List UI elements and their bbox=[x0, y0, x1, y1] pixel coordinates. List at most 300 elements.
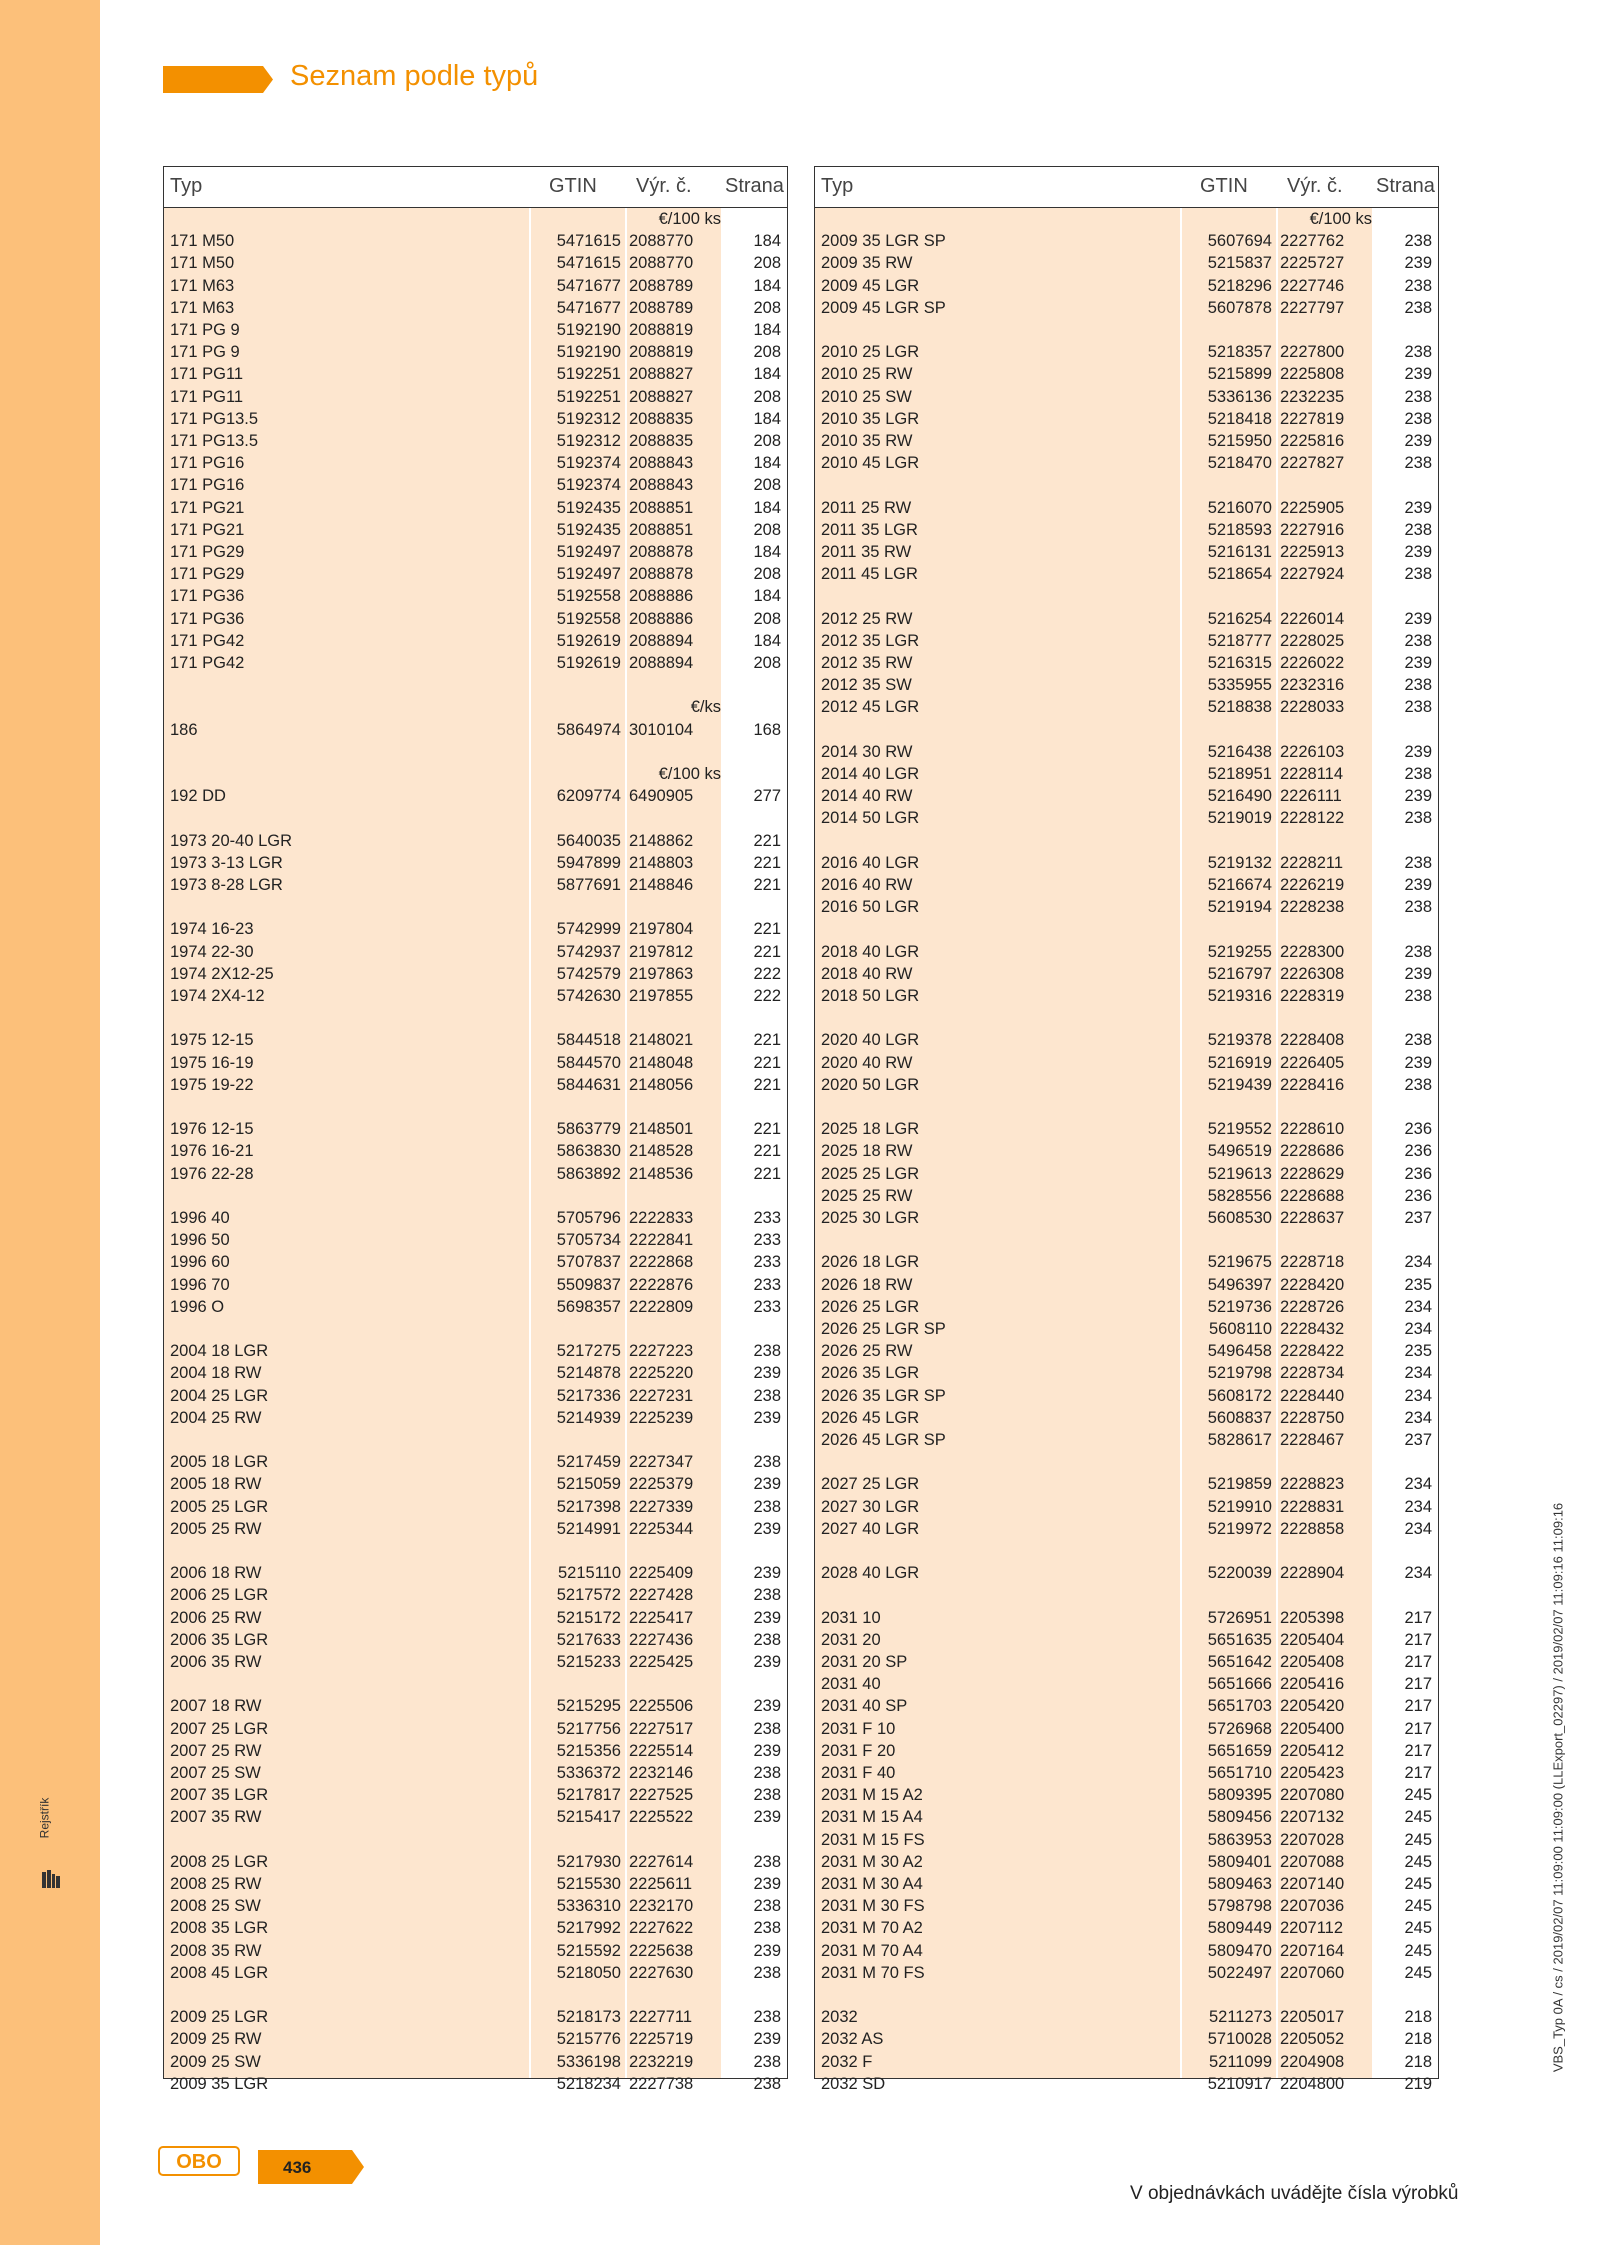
table-row bbox=[815, 452, 1438, 474]
table-row bbox=[164, 297, 787, 319]
cell-gtin: 5215110 bbox=[557, 1564, 621, 1583]
cell-strana: 238 bbox=[1404, 1075, 1432, 1094]
cell-vyr: 2148862 bbox=[629, 831, 694, 850]
cell-typ: 1996 70 bbox=[170, 1275, 230, 1294]
cell-vyr: 2228238 bbox=[1280, 898, 1345, 917]
cell-strana: 234 bbox=[1404, 1364, 1432, 1383]
table-row bbox=[164, 1274, 787, 1296]
cell-strana: 236 bbox=[1404, 1142, 1432, 1161]
cell-typ: 2009 25 RW bbox=[170, 2030, 262, 2049]
table-row bbox=[164, 918, 787, 940]
cell-vyr: 2225239 bbox=[629, 1408, 694, 1427]
cell-strana: 238 bbox=[1404, 298, 1432, 317]
cell-gtin: 5742937 bbox=[556, 942, 621, 961]
cell-gtin: 5828617 bbox=[1207, 1431, 1272, 1449]
cell-gtin: 5218654 bbox=[1207, 565, 1272, 584]
cell-vyr: 2088851 bbox=[629, 520, 694, 539]
cell-typ: 171 PG16 bbox=[170, 454, 245, 473]
cell-gtin: 5216919 bbox=[1207, 1053, 1272, 1072]
cell-typ: 2026 18 RW bbox=[821, 1275, 913, 1294]
cell-typ: 2031 M 15 A4 bbox=[821, 1808, 923, 1827]
cell-vyr: 2228420 bbox=[1280, 1275, 1345, 1294]
cell-typ: 2026 25 LGR bbox=[821, 1297, 920, 1316]
cell-typ: 1996 40 bbox=[170, 1209, 230, 1227]
cell-strana: 238 bbox=[753, 1630, 781, 1649]
table-row bbox=[815, 1695, 1438, 1717]
cell-vyr: 2226014 bbox=[1280, 609, 1345, 628]
cell-vyr: 2228629 bbox=[1280, 1164, 1345, 1183]
table-row bbox=[815, 408, 1438, 430]
cell-gtin: 5219552 bbox=[1207, 1120, 1272, 1139]
cell-typ: 2006 35 RW bbox=[170, 1653, 262, 1671]
table-row bbox=[164, 1518, 787, 1540]
cell-gtin: 5947899 bbox=[556, 853, 621, 872]
cell-typ: 2025 30 LGR bbox=[821, 1209, 920, 1227]
table-body bbox=[815, 208, 1438, 2093]
cell-gtin: 5217459 bbox=[556, 1453, 621, 1472]
cell-vyr: 2205052 bbox=[1280, 2030, 1345, 2049]
cell-strana: 239 bbox=[753, 1653, 781, 1671]
cell-vyr: 2228122 bbox=[1280, 809, 1345, 828]
table-row bbox=[815, 1118, 1438, 1140]
cell-vyr: 2227517 bbox=[629, 1719, 694, 1738]
cell-vyr: 2227630 bbox=[629, 1963, 694, 1982]
cell-strana: 233 bbox=[753, 1253, 781, 1272]
table-body bbox=[164, 208, 787, 2093]
cell-typ: 2014 40 LGR bbox=[821, 765, 920, 783]
table-row bbox=[815, 386, 1438, 408]
cell-strana: 238 bbox=[753, 1852, 781, 1871]
table-row bbox=[164, 1229, 787, 1251]
table-row bbox=[815, 1873, 1438, 1895]
cell-typ: 2031 M 70 FS bbox=[821, 1963, 925, 1982]
cell-gtin: 5219194 bbox=[1207, 898, 1272, 917]
cell-vyr: 2228422 bbox=[1280, 1342, 1345, 1361]
cell-gtin: 5192558 bbox=[556, 587, 621, 606]
table-row bbox=[164, 2006, 787, 2028]
cell-typ: 2026 35 LGR SP bbox=[821, 1386, 946, 1405]
cell-gtin: 5217817 bbox=[556, 1786, 621, 1805]
cell-gtin: 5742630 bbox=[556, 987, 621, 1005]
table-row bbox=[164, 852, 787, 874]
cell-gtin: 5192497 bbox=[556, 565, 621, 584]
table-row bbox=[815, 1762, 1438, 1784]
cell-strana: 217 bbox=[1404, 1675, 1432, 1694]
cell-gtin: 5218951 bbox=[1207, 765, 1272, 783]
cell-strana: 218 bbox=[1404, 2030, 1432, 2049]
table-row bbox=[164, 430, 787, 452]
table-row bbox=[815, 1962, 1438, 1984]
cell-strana: 221 bbox=[753, 1120, 781, 1139]
cell-strana: 208 bbox=[753, 476, 781, 495]
cell-gtin: 5863830 bbox=[556, 1142, 621, 1161]
table-row bbox=[815, 741, 1438, 763]
table-row bbox=[815, 1052, 1438, 1074]
cell-gtin: 5863779 bbox=[556, 1120, 621, 1139]
cell-vyr: 2226103 bbox=[1280, 742, 1345, 761]
cell-vyr: 2228831 bbox=[1280, 1497, 1345, 1516]
cell-strana: 217 bbox=[1404, 1697, 1432, 1716]
cell-strana: 221 bbox=[753, 1053, 781, 1072]
cell-gtin: 5877691 bbox=[556, 876, 621, 894]
cell-vyr: 2205416 bbox=[1280, 1675, 1345, 1694]
cell-strana: 238 bbox=[1404, 409, 1432, 428]
cell-typ: 171 PG42 bbox=[170, 654, 245, 672]
table-row bbox=[815, 630, 1438, 652]
cell-typ: 171 PG 9 bbox=[170, 321, 240, 339]
cell-typ: 1974 2X4-12 bbox=[170, 987, 265, 1005]
table-header bbox=[164, 167, 787, 208]
cell-gtin: 5640035 bbox=[556, 831, 621, 850]
table-row bbox=[164, 1362, 787, 1384]
header-vyr: Výr. č. bbox=[1287, 175, 1343, 197]
cell-typ: 2032 F bbox=[821, 2052, 873, 2071]
cell-typ: 2007 18 RW bbox=[170, 1697, 262, 1716]
cell-strana: 219 bbox=[1404, 2074, 1432, 2093]
cell-typ: 2008 25 LGR bbox=[170, 1852, 269, 1871]
cell-gtin: 5214939 bbox=[556, 1408, 621, 1427]
cell-typ: 171 PG21 bbox=[170, 498, 245, 517]
obo-logo bbox=[158, 2146, 240, 2176]
cell-strana: 245 bbox=[1404, 1963, 1432, 1982]
page-title: Seznam podle typů bbox=[290, 60, 539, 92]
cell-vyr: 2228726 bbox=[1280, 1297, 1345, 1316]
cell-vyr: 2232316 bbox=[1280, 676, 1345, 695]
cell-gtin: 5651659 bbox=[1207, 1741, 1272, 1760]
cell-typ: 2011 25 RW bbox=[821, 498, 912, 517]
table-row bbox=[164, 1074, 787, 1096]
table-row bbox=[164, 1562, 787, 1584]
table-row bbox=[164, 1340, 787, 1362]
table-row bbox=[815, 652, 1438, 674]
header-strana: Strana bbox=[725, 175, 784, 197]
cell-typ: 171 PG36 bbox=[170, 609, 245, 628]
cell-vyr: 2088770 bbox=[629, 254, 694, 273]
table-row bbox=[815, 874, 1438, 896]
cell-gtin: 5215592 bbox=[556, 1941, 621, 1960]
cell-vyr: 2205420 bbox=[1280, 1697, 1345, 1716]
cell-typ: 2011 35 RW bbox=[821, 543, 912, 561]
cell-gtin: 5809470 bbox=[1207, 1941, 1272, 1960]
cell-vyr: 2227827 bbox=[1280, 454, 1345, 473]
cell-strana: 238 bbox=[753, 2052, 781, 2071]
table-row bbox=[164, 763, 787, 785]
cell-strana: 238 bbox=[1404, 698, 1432, 717]
cell-gtin: 5828556 bbox=[1207, 1186, 1272, 1205]
cell-strana: 237 bbox=[1404, 1209, 1432, 1227]
cell-typ: 2026 18 LGR bbox=[821, 1253, 920, 1272]
table-row bbox=[815, 297, 1438, 319]
cell-vyr: 2228033 bbox=[1280, 698, 1345, 717]
cell-typ: 2009 35 LGR bbox=[170, 2074, 269, 2093]
cell-strana: 238 bbox=[753, 1497, 781, 1516]
table-row bbox=[815, 1496, 1438, 1518]
cell-strana: 245 bbox=[1404, 1897, 1432, 1916]
cell-gtin: 5651635 bbox=[1207, 1630, 1272, 1649]
cell-typ: 2006 25 LGR bbox=[170, 1586, 269, 1605]
cell-typ: 171 PG11 bbox=[170, 365, 244, 384]
cell-strana: 234 bbox=[1404, 1386, 1432, 1405]
cell-strana: 217 bbox=[1404, 1653, 1432, 1671]
cell-gtin: 5651710 bbox=[1207, 1764, 1272, 1782]
cell-gtin: 5471615 bbox=[556, 232, 621, 251]
cell-vyr: 2088851 bbox=[629, 498, 694, 517]
cell-typ: 2007 35 LGR bbox=[170, 1786, 269, 1805]
cell-vyr: 2228823 bbox=[1280, 1475, 1345, 1494]
cell-strana: 239 bbox=[1404, 498, 1432, 517]
cell-gtin: 5742579 bbox=[556, 964, 621, 983]
table-row bbox=[164, 1496, 787, 1518]
cell-gtin: 5863892 bbox=[556, 1164, 621, 1183]
price-unit-label: €/100 ks bbox=[1309, 210, 1372, 228]
table-row bbox=[164, 2028, 787, 2050]
cell-vyr: 2227738 bbox=[629, 2074, 694, 2093]
cell-vyr: 2226308 bbox=[1280, 964, 1345, 983]
cell-strana: 218 bbox=[1404, 2008, 1432, 2027]
cell-vyr: 2227525 bbox=[629, 1786, 694, 1805]
cell-strana: 184 bbox=[753, 232, 781, 251]
cell-gtin: 5651666 bbox=[1207, 1675, 1272, 1694]
header-gtin: GTIN bbox=[1200, 175, 1248, 197]
table-row bbox=[164, 1163, 787, 1185]
cell-strana: 233 bbox=[753, 1275, 781, 1294]
cell-vyr: 2225425 bbox=[629, 1653, 694, 1671]
cell-typ: 1976 12-15 bbox=[170, 1120, 254, 1139]
cell-gtin: 5698357 bbox=[556, 1297, 621, 1316]
cell-vyr: 2227339 bbox=[629, 1497, 694, 1516]
cell-gtin: 5218418 bbox=[1207, 409, 1272, 428]
cell-typ: 2031 M 15 A2 bbox=[821, 1786, 923, 1805]
cell-vyr: 2226111 bbox=[1280, 787, 1342, 806]
cell-strana: 168 bbox=[753, 720, 781, 739]
cell-vyr: 2088878 bbox=[629, 565, 694, 584]
cell-vyr: 2227622 bbox=[629, 1919, 694, 1938]
header-strana: Strana bbox=[1376, 175, 1435, 197]
cell-vyr: 2228904 bbox=[1280, 1564, 1345, 1583]
index-tab[interactable] bbox=[37, 1795, 60, 1845]
cell-typ: 1973 20-40 LGR bbox=[170, 831, 293, 850]
table-row bbox=[164, 2073, 787, 2095]
table-row bbox=[164, 941, 787, 963]
cell-strana: 238 bbox=[1404, 942, 1432, 961]
cell-strana: 217 bbox=[1404, 1630, 1432, 1649]
cell-gtin: 5218593 bbox=[1207, 520, 1272, 539]
table-row bbox=[815, 1518, 1438, 1540]
table-row bbox=[815, 1251, 1438, 1273]
cell-gtin: 5651703 bbox=[1207, 1697, 1272, 1716]
cell-vyr: 2226219 bbox=[1280, 876, 1345, 894]
cell-gtin: 5217275 bbox=[556, 1342, 621, 1361]
cell-gtin: 5022497 bbox=[1207, 1963, 1272, 1982]
table-row bbox=[164, 630, 787, 652]
cell-vyr: 2088789 bbox=[629, 298, 694, 317]
cell-vyr: 2228718 bbox=[1280, 1253, 1345, 1272]
cell-gtin: 5215356 bbox=[556, 1741, 621, 1760]
cell-typ: 2026 25 RW bbox=[821, 1342, 913, 1361]
cell-strana: 238 bbox=[753, 2008, 781, 2027]
cell-vyr: 2205412 bbox=[1280, 1741, 1345, 1760]
table-row bbox=[815, 1562, 1438, 1584]
cell-vyr: 2227428 bbox=[629, 1586, 694, 1605]
cell-vyr: 2205408 bbox=[1280, 1653, 1345, 1671]
table-row bbox=[164, 985, 787, 1007]
table-row bbox=[815, 2006, 1438, 2028]
cell-gtin: 5218050 bbox=[556, 1963, 621, 1982]
cell-gtin: 5844631 bbox=[556, 1075, 621, 1094]
cell-typ: 1975 12-15 bbox=[170, 1031, 254, 1050]
cell-typ: 171 PG21 bbox=[170, 520, 245, 539]
cell-strana: 217 bbox=[1404, 1719, 1432, 1738]
cell-vyr: 2222809 bbox=[629, 1297, 694, 1316]
cell-typ: 2009 45 LGR bbox=[821, 276, 920, 295]
cell-typ: 2016 50 LGR bbox=[821, 898, 920, 917]
cell-vyr: 2148528 bbox=[629, 1142, 694, 1161]
cell-typ: 2020 40 RW bbox=[821, 1053, 913, 1072]
cell-typ: 2026 45 LGR bbox=[821, 1408, 920, 1427]
cell-vyr: 2205404 bbox=[1280, 1630, 1345, 1649]
type-table-right bbox=[814, 166, 1439, 2093]
cell-typ: 2007 35 RW bbox=[170, 1808, 262, 1827]
cell-vyr: 2225905 bbox=[1280, 498, 1345, 517]
cell-typ: 2025 25 LGR bbox=[821, 1164, 920, 1183]
cell-gtin: 5496519 bbox=[1207, 1142, 1272, 1161]
cell-gtin: 5219613 bbox=[1207, 1164, 1272, 1183]
cell-gtin: 5608837 bbox=[1207, 1408, 1272, 1427]
cell-vyr: 2227711 bbox=[629, 2008, 693, 2027]
table-row bbox=[815, 963, 1438, 985]
cell-strana: 238 bbox=[753, 1764, 781, 1782]
cell-strana: 239 bbox=[1404, 365, 1432, 384]
table-row bbox=[164, 785, 787, 807]
cell-strana: 233 bbox=[753, 1231, 781, 1250]
cell-vyr: 2148056 bbox=[629, 1075, 694, 1094]
cell-strana: 238 bbox=[753, 1386, 781, 1405]
table-row bbox=[815, 1851, 1438, 1873]
cell-gtin: 5219378 bbox=[1207, 1031, 1272, 1050]
cell-gtin: 5726951 bbox=[1207, 1608, 1272, 1627]
table-row bbox=[164, 1296, 787, 1318]
table-row bbox=[164, 608, 787, 630]
cell-vyr: 2228734 bbox=[1280, 1364, 1345, 1383]
cell-strana: 238 bbox=[753, 1786, 781, 1805]
cell-strana: 238 bbox=[1404, 343, 1432, 362]
cell-vyr: 2232219 bbox=[629, 2052, 694, 2071]
table-row bbox=[164, 1251, 787, 1273]
cell-gtin: 5219736 bbox=[1207, 1297, 1272, 1316]
cell-typ: 2004 18 LGR bbox=[170, 1342, 269, 1361]
cell-gtin: 5809463 bbox=[1207, 1875, 1272, 1893]
cell-strana: 234 bbox=[1404, 1320, 1432, 1338]
table-row bbox=[815, 430, 1438, 452]
table-row bbox=[164, 1118, 787, 1140]
cell-gtin: 5217930 bbox=[556, 1852, 621, 1871]
cell-vyr: 2225417 bbox=[629, 1608, 694, 1627]
cell-gtin: 5215295 bbox=[556, 1697, 621, 1716]
table-row bbox=[164, 1473, 787, 1495]
cell-typ: 1974 22-30 bbox=[170, 942, 254, 961]
cell-gtin: 5336136 bbox=[1207, 387, 1272, 406]
cell-vyr: 2227347 bbox=[629, 1453, 694, 1472]
cell-gtin: 5864974 bbox=[556, 720, 621, 739]
cell-gtin: 5219316 bbox=[1207, 987, 1272, 1005]
cell-vyr: 2228610 bbox=[1280, 1120, 1345, 1139]
cell-gtin: 5608172 bbox=[1207, 1386, 1272, 1405]
table-row bbox=[815, 497, 1438, 519]
table-row bbox=[164, 230, 787, 252]
cell-typ: 2004 25 RW bbox=[170, 1408, 262, 1427]
cell-typ: 2032 AS bbox=[821, 2030, 884, 2049]
cell-strana: 239 bbox=[1404, 787, 1432, 806]
cell-typ: 2008 35 RW bbox=[170, 1941, 262, 1960]
cell-strana: 184 bbox=[753, 321, 781, 339]
cell-strana: 184 bbox=[753, 631, 781, 650]
cell-typ: 2012 35 SW bbox=[821, 676, 912, 695]
cell-gtin: 5336310 bbox=[556, 1897, 621, 1916]
table-row bbox=[164, 1651, 787, 1673]
cell-strana: 238 bbox=[1404, 987, 1432, 1005]
cell-strana: 234 bbox=[1404, 1519, 1432, 1538]
table-row bbox=[164, 275, 787, 297]
cell-vyr: 2088835 bbox=[629, 409, 694, 428]
cell-typ: 171 M63 bbox=[170, 298, 235, 317]
cell-gtin: 5215776 bbox=[556, 2030, 621, 2049]
cell-vyr: 2228025 bbox=[1280, 631, 1345, 650]
cell-strana: 234 bbox=[1404, 1564, 1432, 1583]
cell-strana: 234 bbox=[1404, 1253, 1432, 1272]
cell-gtin: 5705734 bbox=[556, 1231, 621, 1250]
cell-typ: 2027 30 LGR bbox=[821, 1497, 920, 1516]
cell-vyr: 2088819 bbox=[629, 321, 694, 339]
cell-vyr: 2228686 bbox=[1280, 1142, 1345, 1161]
cell-strana: 234 bbox=[1404, 1475, 1432, 1494]
cell-vyr: 2148501 bbox=[629, 1120, 694, 1139]
cell-strana: 208 bbox=[753, 432, 781, 450]
cell-gtin: 5215899 bbox=[1207, 365, 1272, 384]
cell-gtin: 5218777 bbox=[1207, 631, 1272, 650]
cell-vyr: 2207028 bbox=[1280, 1830, 1345, 1849]
cell-vyr: 2207088 bbox=[1280, 1852, 1345, 1871]
page-number: 436 bbox=[283, 2158, 312, 2177]
cell-typ: 2031 M 70 A4 bbox=[821, 1941, 923, 1960]
table-row bbox=[815, 1740, 1438, 1762]
cell-vyr: 2222868 bbox=[629, 1253, 694, 1272]
cell-typ: 2031 20 SP bbox=[821, 1653, 908, 1671]
cell-vyr: 2225506 bbox=[629, 1697, 694, 1716]
cell-gtin: 5219859 bbox=[1207, 1475, 1272, 1494]
cell-gtin: 5726968 bbox=[1207, 1719, 1272, 1738]
table-row bbox=[815, 1274, 1438, 1296]
cell-gtin: 5215059 bbox=[556, 1475, 621, 1494]
header-typ: Typ bbox=[821, 175, 854, 197]
cell-vyr: 2148846 bbox=[629, 876, 694, 894]
table-row bbox=[164, 408, 787, 430]
cell-vyr: 2207132 bbox=[1280, 1808, 1345, 1827]
cell-gtin: 5192251 bbox=[556, 365, 621, 384]
table-row bbox=[815, 763, 1438, 785]
vertical-meta-container bbox=[1548, 1440, 1572, 2140]
cell-gtin: 5809449 bbox=[1207, 1919, 1272, 1938]
table-row bbox=[815, 985, 1438, 1007]
cell-typ: 2025 18 RW bbox=[821, 1142, 913, 1161]
table-row bbox=[164, 1895, 787, 1917]
cell-gtin: 5220039 bbox=[1207, 1564, 1272, 1583]
table-row bbox=[815, 1784, 1438, 1806]
cell-strana: 217 bbox=[1404, 1741, 1432, 1760]
table-row bbox=[164, 1584, 787, 1606]
cell-typ: 2031 F 10 bbox=[821, 1719, 896, 1738]
cell-vyr: 2225344 bbox=[629, 1519, 694, 1538]
cell-vyr: 2227797 bbox=[1280, 298, 1345, 317]
